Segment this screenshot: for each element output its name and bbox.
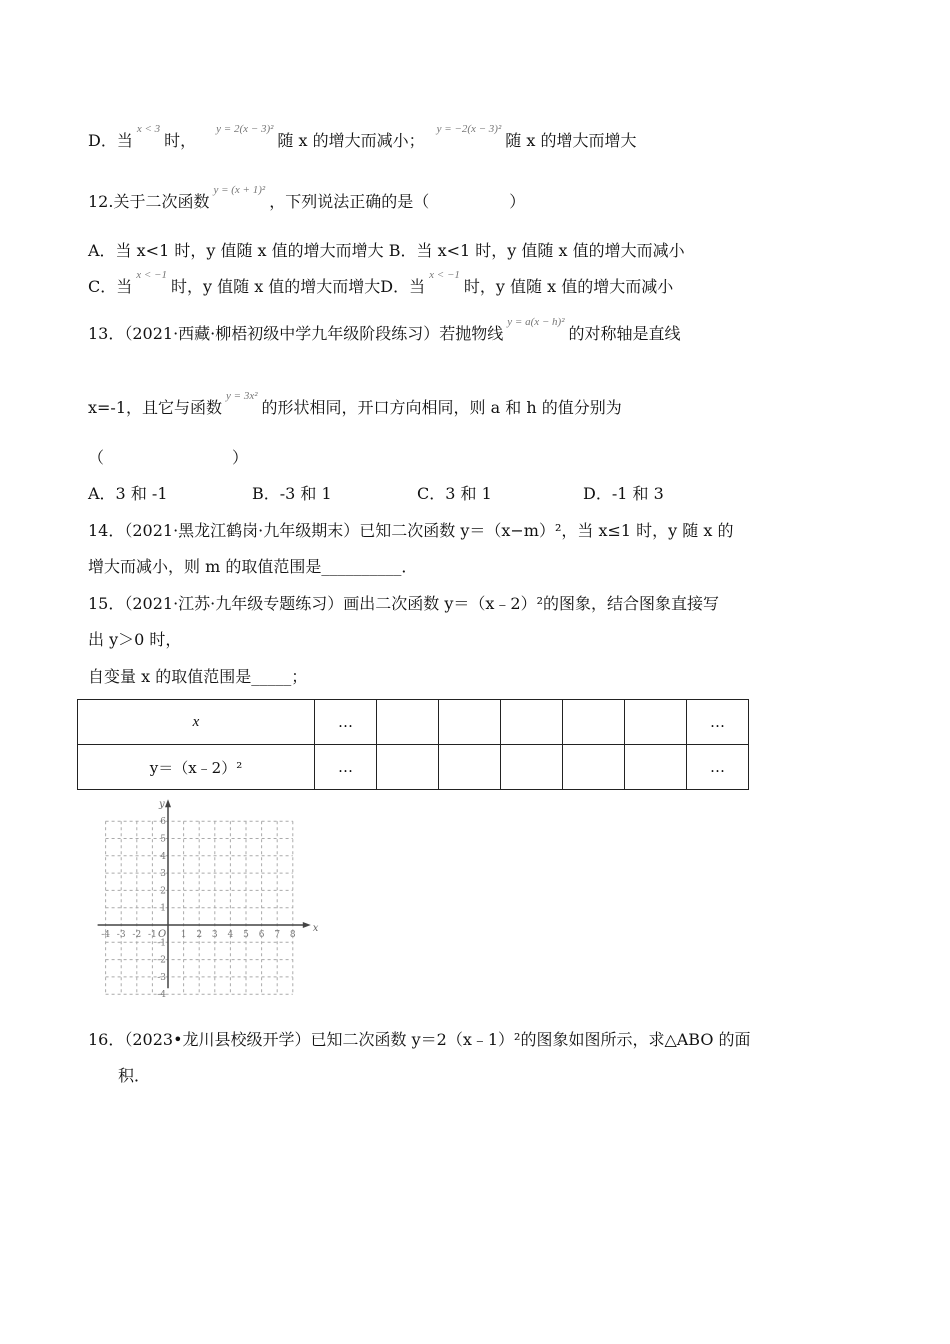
formula: y = (x + 1)²	[213, 184, 266, 196]
text: 的对称轴是直线	[568, 324, 681, 343]
q15-line1: 15．（2021·江苏·九年级专题练习）画出二次函数 y＝（x﹣2）²的图象，结合图象直接写	[88, 594, 719, 613]
y-tick-label: 3	[160, 869, 166, 880]
formula: x < −1	[136, 269, 167, 281]
y-tick-label: 6	[160, 817, 166, 828]
formula: y = a(x − h)²	[507, 316, 565, 328]
q13-option-a: A．3 和 -1	[88, 484, 168, 503]
table-cell[interactable]	[625, 700, 687, 745]
y-header: y＝（x﹣2）²	[78, 745, 315, 790]
x-header: x	[78, 700, 315, 745]
x-tick-label: 2	[196, 930, 203, 940]
table-row	[78, 700, 749, 745]
text: 的形状相同，开口方向相同，则 a 和 h 的值分别为	[261, 398, 622, 417]
table-cell[interactable]	[625, 745, 687, 790]
text: x=-1，且它与函数	[88, 398, 223, 417]
formula: x < −1	[429, 269, 460, 281]
x-tick-label: 8	[289, 930, 296, 940]
q13-option-d: D．-1 和 3	[583, 484, 664, 503]
q16-line2: 积．	[118, 1066, 151, 1085]
x-tick-label: -1	[148, 930, 157, 940]
text: D．当	[88, 131, 133, 150]
x-tick-label: 3	[211, 930, 218, 940]
q13-stem-line1	[88, 316, 681, 346]
x-tick-label: -4	[101, 930, 110, 940]
table-cell[interactable]	[439, 700, 501, 745]
text: 随 x 的增大而减小；	[277, 131, 425, 150]
table-cell[interactable]	[439, 745, 501, 790]
y-tick-label: -1	[157, 938, 166, 949]
y-tick-label: -2	[157, 955, 166, 966]
formula: y = 2(x − 3)²	[216, 123, 274, 135]
formula: y = −2(x − 3)²	[436, 123, 502, 135]
table-cell: …	[687, 700, 749, 745]
text: 时，	[164, 131, 197, 150]
y-tick-label: 2	[160, 886, 166, 897]
y-tick-label: 5	[160, 834, 166, 845]
formula: y = 3x²	[226, 390, 258, 402]
text: C．当	[88, 277, 133, 296]
origin-label: O	[158, 929, 167, 940]
q12-options-ab: A．当 x<1 时，y 值随 x 值的增大而增大 B．当 x<1 时，y 值随 x 值的增大而减小	[88, 241, 685, 260]
text: 随 x 的增大而增大	[505, 131, 637, 150]
q13-option-b: B．-3 和 1	[252, 484, 332, 503]
y-tick-label: -4	[157, 990, 166, 1001]
x-tick-label: -2	[132, 930, 142, 940]
table-cell[interactable]	[501, 700, 563, 745]
y-arrow-icon	[165, 799, 171, 807]
x-arrow-icon	[303, 922, 311, 928]
x-tick-label: -3	[116, 930, 126, 940]
table-cell: …	[315, 745, 377, 790]
q12-options-cd	[88, 269, 674, 299]
text: 13．（2021·西藏·柳梧初级中学九年级阶段练习）若抛物线	[88, 324, 504, 343]
table-cell[interactable]	[501, 745, 563, 790]
x-axis-label: x	[312, 923, 319, 934]
x-tick-label: 5	[243, 930, 249, 940]
q14-line2: 增大而减小，则 m 的取值范围是__________．	[88, 557, 418, 576]
q13-option-c: C．3 和 1	[417, 484, 492, 503]
table-cell[interactable]	[563, 700, 625, 745]
x-tick-label: 7	[274, 930, 281, 940]
y-axis-label: y	[159, 799, 165, 811]
q11-option-d	[88, 123, 637, 153]
x-tick-label: 1	[180, 930, 187, 940]
x-tick-label: 4	[227, 930, 234, 940]
text: ，下列说法正确的是（ ）	[269, 192, 526, 211]
q12-stem	[88, 184, 526, 214]
table-cell: …	[315, 700, 377, 745]
table-cell: …	[687, 745, 749, 790]
y-tick-label: -3	[157, 972, 166, 983]
q13-stem-line2	[88, 390, 622, 420]
x-tick-label: 6	[258, 930, 265, 940]
coordinate-grid	[92, 795, 322, 1015]
value-table	[77, 699, 749, 790]
text: 时，y 值随 x 值的增大而增大D．当	[170, 277, 426, 296]
table-cell[interactable]	[563, 745, 625, 790]
q16-line1: 16．（2023•龙川县校级开学）已知二次函数 y＝2（x﹣1）²的图象如图所示，求△ABO 的面	[88, 1030, 751, 1049]
text: 时，y 值随 x 值的增大而减小	[463, 277, 674, 296]
q13-answer-paren: （ ）	[88, 448, 249, 467]
table-row	[78, 745, 749, 790]
q15-line2: 出 y＞0 时，	[88, 630, 182, 649]
y-tick-label: 1	[160, 903, 166, 914]
formula: x < 3	[136, 123, 161, 135]
q14-line1: 14．（2021·黑龙江鹤岗·九年级期末）已知二次函数 y＝（x−m）²，当 x≤1 时，y 随 x 的	[88, 521, 734, 540]
y-tick-label: 4	[160, 851, 166, 862]
q15-line3: 自变量 x 的取值范围是_____；	[88, 667, 308, 686]
table-cell[interactable]	[377, 745, 439, 790]
text: 12.关于二次函数	[88, 192, 210, 211]
table-cell[interactable]	[377, 700, 439, 745]
